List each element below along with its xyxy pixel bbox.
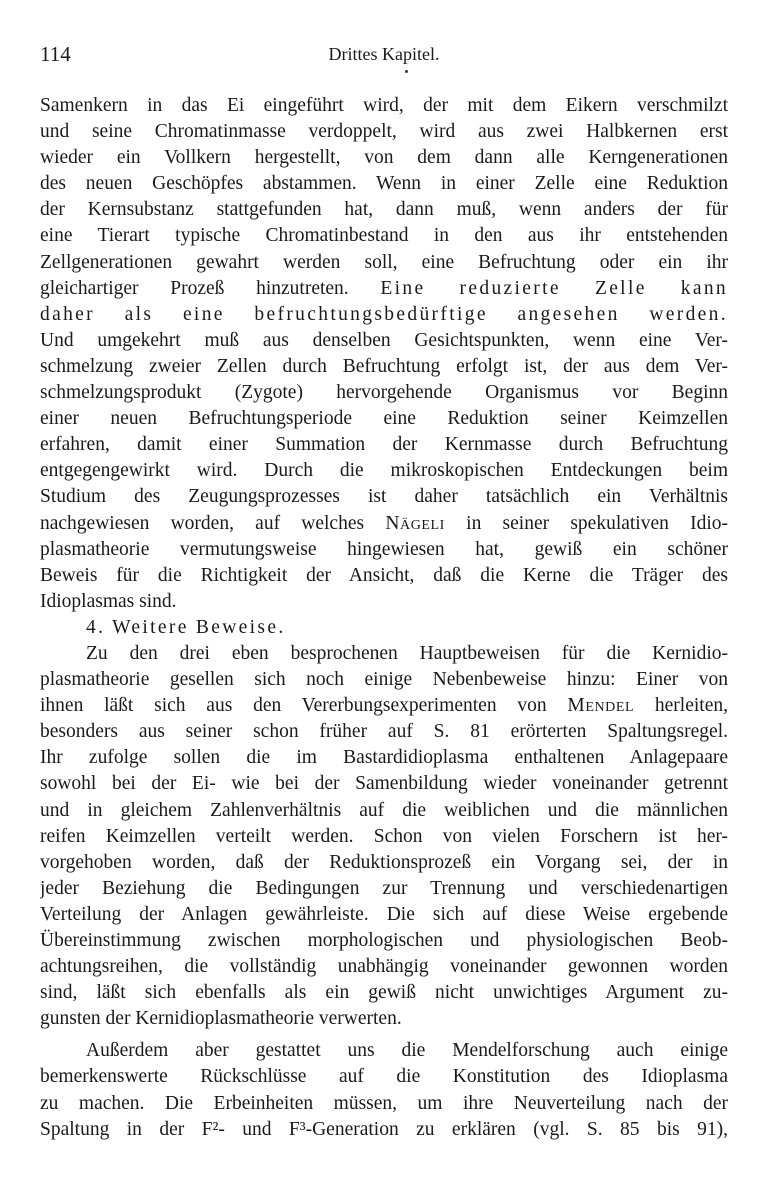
emphasized-phrase: Eine reduzierte Zelle kann <box>380 277 728 299</box>
text-line: plasmatheorie vermutungsweise hingewiesen hat, gewiß ein schöner <box>40 538 728 560</box>
author-name: Nägeli <box>385 512 445 534</box>
text-line: sind, läßt sich ebenfalls als ein gewiß nicht unwichtiges Argument zu- <box>40 982 728 1004</box>
text-line: Verteilung der Anlagen gewährleiste. Die sich auf diese Weise ergebende <box>40 903 728 925</box>
text-line: besonders aus seiner schon früher auf S. 81 erörterten Spaltungsregel. <box>40 721 728 743</box>
section-heading: 4. Weitere Beweise. <box>86 616 286 638</box>
text-line: bemerkenswerte Rückschlüsse auf die Konstitution des Idioplasma <box>40 1066 728 1088</box>
text-line: reifen Keimzellen verteilt werden. Schon von vielen Forschern ist her- <box>40 825 728 847</box>
page-number: 114 <box>40 42 71 66</box>
paragraph-1 <box>40 93 728 615</box>
text-line: eine Tierart typische Chromatinbestand in den aus ihr entstehenden <box>40 225 728 247</box>
text-line: Studium des Zeugungsprozesses ist daher tatsächlich ein Verhältnis <box>40 486 728 508</box>
text-line: Und umgekehrt muß aus denselben Gesichtspunkten, wenn eine Ver- <box>40 329 728 351</box>
author-name: Mendel <box>567 695 635 717</box>
text-segment: ihnen läßt sich aus den Vererbungsexperimenten von <box>40 695 547 717</box>
running-head: Drittes Kapitel. <box>328 44 440 64</box>
text-line: der Kernsubstanz stattgefunden hat, dann muß, wenn anders der für <box>40 199 728 221</box>
text-line: wieder ein Vollkern hergestellt, von dem dann alle Kerngenerationen <box>40 147 728 169</box>
text-line: und in gleichem Zahlenverhältnis auf die weiblichen und die männlichen <box>40 799 728 821</box>
text-line: einer neuen Befruchtungsperiode eine Reduktion seiner Keimzellen <box>40 408 728 430</box>
text-line: Zu den drei eben besprochenen Hauptbeweisen für die Kernidio- <box>86 642 728 664</box>
text-line: entgegengewirkt wird. Durch die mikroskopischen Entdeckungen beim <box>40 460 728 482</box>
text-line: jeder Beziehung die Bedingungen zur Trennung und verschiedenartigen <box>40 877 728 899</box>
text-line: Idioplasmas sind. <box>40 590 177 612</box>
text-line: achtungsreihen, die vollständig unabhängig voneinander gewonnen worden <box>40 956 728 978</box>
text-line-spaced: daher als eine befruchtungsbedürftige angesehen werden. <box>40 303 728 325</box>
text-line: des neuen Geschöpfes abstammen. Wenn in einer Zelle eine Reduktion <box>40 173 728 195</box>
page-header <box>40 42 728 72</box>
text-line: Zellgenerationen gewahrt werden soll, eine Befruchtung oder ein ihr <box>40 251 728 273</box>
text-line: schmelzungsprodukt (Zygote) hervorgehende Organismus vor Beginn <box>40 382 728 404</box>
text-segment: gleichartiger Prozeß hinzutreten. <box>40 277 349 299</box>
text-line: und seine Chromatinmasse verdoppelt, wird aus zwei Halbkernen erst <box>40 121 728 143</box>
text-line <box>40 693 728 719</box>
text-line: erfahren, damit einer Summation der Kernmasse durch Befruchtung <box>40 434 728 456</box>
text-line <box>40 511 728 537</box>
text-line: Spaltung in der F²- und F³-Generation zu erklären (vgl. S. 85 bis 91), <box>40 1118 728 1140</box>
text-line: Außerdem aber gestattet uns die Mendelforschung auch einige <box>86 1040 728 1062</box>
text-line: gunsten der Kernidioplasmatheorie verwerten. <box>40 1008 402 1030</box>
text-line: Beweis für die Richtigkeit der Ansicht, daß die Kerne die Träger des <box>40 564 728 586</box>
text-line: vorgehoben worden, daß der Reduktionsprozeß ein Vorgang sei, der in <box>40 851 728 873</box>
paragraph-3 <box>40 1038 728 1142</box>
text-line: plasmatheorie gesellen sich noch einige Nebenbeweise hinzu: Einer von <box>40 669 728 691</box>
text-line: Übereinstimmung zwischen morphologischen und physiologischen Beob- <box>40 930 728 951</box>
page-body <box>40 93 728 1143</box>
paragraph-2 <box>40 641 728 1032</box>
text-line: Ihr zufolge sollen die im Bastardidioplasma enthaltenen Anlagepaare <box>40 747 728 769</box>
text-line: zu machen. Die Erbeinheiten müssen, um ihre Neuverteilung nach der <box>40 1092 728 1114</box>
ornament-dot <box>405 70 408 73</box>
text-line <box>40 276 728 302</box>
text-line: Samenkern in das Ei eingeführt wird, der mit dem Eikern verschmilzt <box>40 95 728 116</box>
text-segment: herleiten, <box>654 695 728 717</box>
text-segment: nachgewiesen worden, auf welches <box>40 512 365 534</box>
text-line: schmelzung zweier Zellen durch Befruchtung erfolgt ist, der aus dem Ver- <box>40 355 728 377</box>
text-line: sowohl bei der Ei- wie bei der Samenbildung wieder voneinander getrennt <box>40 773 728 795</box>
text-segment: in seiner spekulativen Idio- <box>466 512 728 534</box>
